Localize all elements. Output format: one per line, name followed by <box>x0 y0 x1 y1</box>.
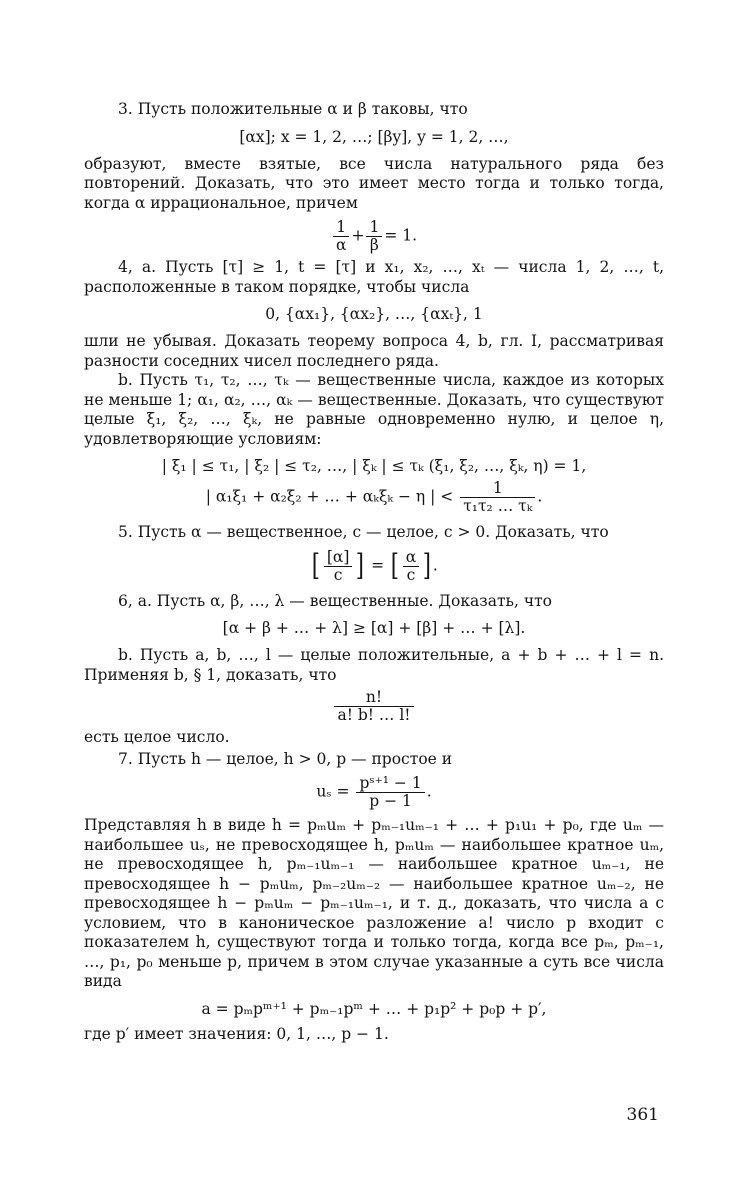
problem-6b-fraction <box>84 689 664 724</box>
problem-6b-text: есть целое число. <box>84 728 230 746</box>
problem-4b-lead: b. Пусть τ₁, τ₂, …, τₖ — вещественные числа, каждое из которых не меньше 1; α₁, α₂, …, αₖ — вещественные. Доказать, что существуют целые ξ₁, ξ₂, …, ξₖ, не равные одновременно нулю, и целое η, удовлетворяющие условиям: <box>84 371 664 448</box>
problem-6a-lead: 6, a. Пусть α, β, …, λ — вещественные. Доказать, что <box>118 591 552 610</box>
problem-5-lead: 5. Пусть α — вещественное, c — целое, c > 0. Доказать, что <box>118 523 609 541</box>
problem-7-us-formula: uₛ = $\frac{\text{pˢ⁺¹ − 1}}{p - 1}$ . <box>316 774 432 810</box>
problem-3-formula: [αx]; x = 1, 2, …; [βy], y = 1, 2, …, <box>239 127 509 146</box>
problem-7-lead: 7. Пусть h — целое, h > 0, p — простое и <box>118 749 453 768</box>
fraction-1-beta: $\frac{1}{\beta}$ <box>366 219 382 254</box>
problem-7-tail: где p′ имеет значения: 0, 1, …, p − 1. <box>84 1024 389 1043</box>
problem-4a-formula: 0, {αx₁}, {αx₂}, …, {αxₜ}, 1 <box>265 305 483 323</box>
page-number: 361 <box>626 1105 659 1125</box>
fraction-us: $\frac{\text{pˢ⁺¹ − 1}}{p - 1}$ <box>356 775 424 810</box>
problem-4b-formula-1: | ξ₁ | ≤ τ₁, | ξ₂ | ≤ τ₂, …, | ξₖ | ≤ τₖ (ξ₁, ξ₂, …, ξₖ, η) = 1, <box>161 457 587 475</box>
problem-3-equation: $\frac{1}{\alpha}$ + $\frac{1}{\beta}$ = 1. <box>84 219 664 254</box>
problem-3-text: образуют, вместе взятые, все числа натурального ряда без повторений. Доказать, что это имеет место тогда и только тогда, когда α иррациональное, причем <box>84 154 664 212</box>
fraction-1-alpha: $\frac{1}{\alpha}$ <box>333 219 349 254</box>
problem-6a-formula: [α + β + … + λ] ≥ [α] + [β] + … + [λ]. <box>222 619 526 637</box>
problem-4b-formula-2: | α₁ξ₁ + α₂ξ₂ + … + αₖξₖ − η | < $\frac{1}{\text{τ₁τ₂ … τₖ}}$ . <box>205 479 543 515</box>
problem-6b-lead: b. Пусть a, b, …, l — целые положительные, a + b + … + l = n. Применяя b, § 1, доказать, что <box>84 646 664 684</box>
fraction-floor-alpha-over-c: $\frac{[\alpha]}{c}$ <box>324 549 353 584</box>
problem-7-formula: a = pₘpᵐ⁺¹ + pₘ₋₁pᵐ + … + p₁p² + p₀p + p′, <box>201 999 547 1018</box>
page-body <box>84 100 664 1044</box>
fraction-alpha-over-c: $\frac{\alpha}{c}$ <box>403 549 419 584</box>
problem-7-text: Представляя h в виде h = pₘuₘ + pₘ₋₁uₘ₋₁ + … + p₁u₁ + p₀, где uₘ — наибольшее uₛ, не превосходящее h, pₘuₘ — наибольшее кратное uₘ, не превосходящее h, pₘ₋₁uₘ₋₁ — наибольшее кратное uₘ₋₁, не превосходящее h − pₘuₘ, pₘ₋₂uₘ₋₂ — наибольшее кратное uₘ₋₂, не превосходящее h − pₘuₘ − pₘ₋₁uₘ₋₁, и т. д., доказать, что числа a с условием, что в каноническое разложение a! число p входит с показателем h, существуют тогда и только тогда, когда все pₘ, pₘ₋₁, …, p₁, p₀ меньше p, причем в этом случае указанные a суть все числа вида <box>84 816 664 990</box>
fraction-1-over-taus: $\frac{1}{\text{τ₁τ₂ … τₖ}}$ <box>460 480 535 515</box>
problem-4a-lead: 4, a. Пусть [τ] ≥ 1, t = [τ] и x₁, x₂, …, xₜ — числа 1, 2, …, t, расположенные в таком порядке, чтобы числа <box>84 258 664 296</box>
problem-5-equation: [ $\frac{[\alpha]}{c}$ ] = [ $\frac{\alpha}{c}$ ] . <box>311 547 438 584</box>
fraction-multinomial: $\frac{n!}{a! b! \dots l!}$ <box>334 689 413 724</box>
problem-3-lead: 3. Пусть положительные α и β таковы, что <box>118 100 468 118</box>
problem-4a-text: шли не убывая. Доказать теорему вопроса 4, b, гл. I, рассматривая разности соседних чисел последнего ряда. <box>84 332 664 370</box>
